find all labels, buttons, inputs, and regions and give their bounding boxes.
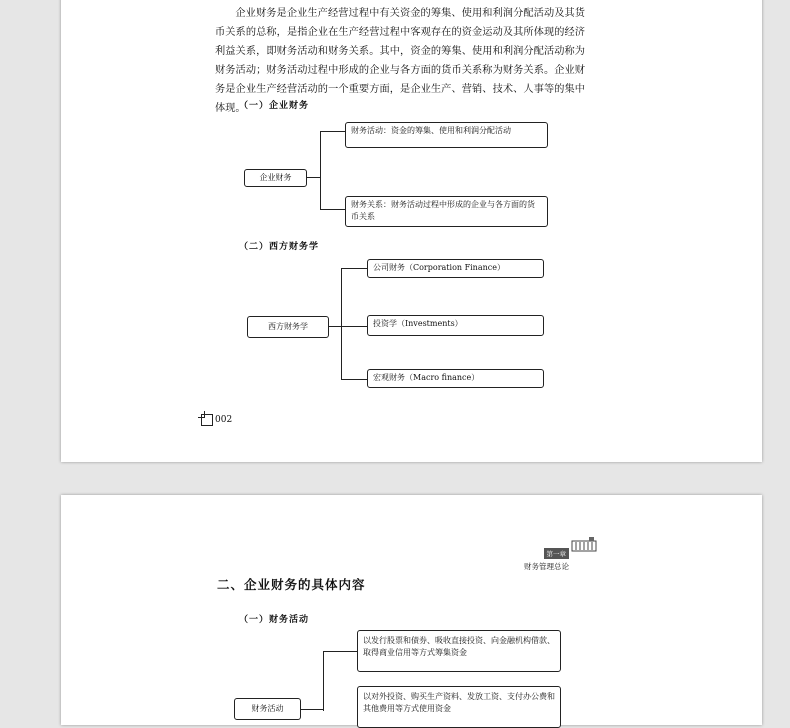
section-heading-financial-activities: （一）财务活动 <box>239 615 310 625</box>
branch-box-macro-finance: 宏观财务（Macro finance） <box>367 369 544 388</box>
root-box-western-finance: 西方财务学 <box>247 316 329 338</box>
connector <box>341 268 342 379</box>
connector <box>329 326 341 327</box>
section-heading-western-finance: （二）西方财务学 <box>239 242 320 252</box>
connector <box>341 379 367 380</box>
branch-box-use-funds: 以对外投资、购买生产资料、发放工资、支付办公费和其他费用等方式使用资金 <box>357 686 561 728</box>
branch-box-financial-relations: 财务关系：财务活动过程中形成的企业与各方面的货币关系 <box>345 196 548 227</box>
page-number <box>201 414 232 426</box>
branch-box-financial-activities: 财务活动：资金的筹集、使用和利润分配活动 <box>345 122 548 148</box>
page-002 <box>61 0 762 462</box>
connector <box>341 268 367 269</box>
book-stack-icon <box>571 537 597 553</box>
branch-box-investments: 投资学（Investments） <box>367 315 544 336</box>
chapter-header <box>524 541 569 572</box>
section-heading-enterprise-finance: （一）企业财务 <box>239 101 310 111</box>
branch-box-corporate-finance: 公司财务（Corporation Finance） <box>367 259 544 278</box>
connector <box>323 651 357 652</box>
connector <box>301 709 323 710</box>
connector <box>320 209 346 210</box>
connector <box>307 177 320 178</box>
chapter-tag: 第一章 <box>544 548 570 559</box>
page-number-text: 002 <box>215 415 233 425</box>
branch-box-raise-funds: 以发行股票和债券、吸收直接投资、向金融机构借款、取得商业信用等方式筹集资金 <box>357 630 561 672</box>
connector <box>341 326 367 327</box>
page-corner-icon <box>201 414 213 426</box>
chapter-title: 财务管理总论 <box>524 562 569 571</box>
connector <box>320 131 321 209</box>
root-box-financial-activities: 财务活动 <box>234 698 301 720</box>
section-title: 二、企业财务的具体内容 <box>217 577 366 592</box>
connector <box>320 131 346 132</box>
page-003 <box>61 495 762 725</box>
intro-paragraph: 企业财务是企业生产经营过程中有关资金的筹集、使用和利润分配活动及其货币关系的总称，是指企业在生产经营过程中客观存在的资金运动及其所体现的经济利益关系，即财务活动和财务关系。其中，资金的筹集、使用和利润分配活动称为财务活动；财务活动过程中形成的企业与各方面的货币关系称为财务关系。企业财务是企业生产经营活动的一个重要方面，是企业生产、营销、技术、人事等的集中体现。 <box>215 8 585 114</box>
connector <box>323 651 324 711</box>
root-box-enterprise-finance: 企业财务 <box>244 169 307 187</box>
